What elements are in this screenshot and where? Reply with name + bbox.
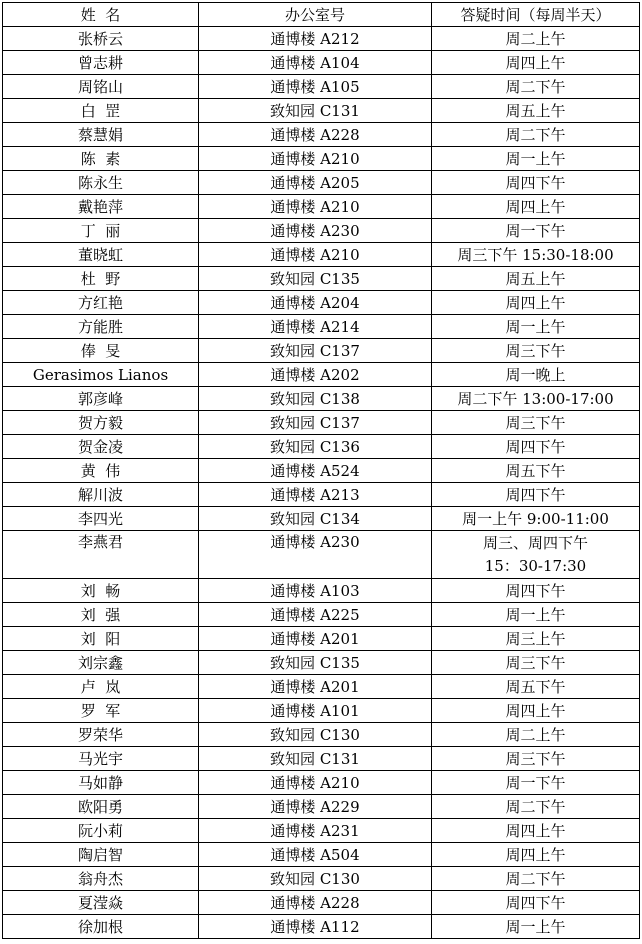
table-row — [3, 291, 640, 315]
office-hours-cell: 周四下午 — [432, 483, 640, 507]
instructor-name-cell: 欧阳勇 — [3, 795, 199, 819]
office-number-cell: 通博楼 A210 — [199, 771, 432, 795]
table-row — [3, 819, 640, 843]
office-number-cell: 通博楼 A213 — [199, 483, 432, 507]
table-row — [3, 507, 640, 531]
instructor-name-cell: 陶启智 — [3, 843, 199, 867]
instructor-name-cell: 俸 旻 — [3, 339, 199, 363]
office-hours-cell: 周五下午 — [432, 459, 640, 483]
instructor-name-cell: 夏滢焱 — [3, 891, 199, 915]
office-hours-cell: 周三、周四下午 15：30-17:30 — [432, 531, 640, 579]
instructor-name-cell: Gerasimos Lianos — [3, 363, 199, 387]
table-row — [3, 891, 640, 915]
instructor-name-cell: 白 罡 — [3, 99, 199, 123]
instructor-name-cell: 陈 素 — [3, 147, 199, 171]
office-number-cell: 致知园 C135 — [199, 267, 432, 291]
office-hours-cell: 周一晚上 — [432, 363, 640, 387]
instructor-name-cell: 陈永生 — [3, 171, 199, 195]
table-row — [3, 627, 640, 651]
table-row — [3, 147, 640, 171]
office-number-cell: 致知园 C135 — [199, 651, 432, 675]
table-row — [3, 171, 640, 195]
office-hours-cell: 周四下午 — [432, 435, 640, 459]
office-hours-cell: 周五下午 — [432, 675, 640, 699]
header-name: 姓 名 — [3, 3, 199, 27]
instructor-name-cell: 李四光 — [3, 507, 199, 531]
office-hours-cell: 周一上午 — [432, 147, 640, 171]
instructor-name-cell: 马光宇 — [3, 747, 199, 771]
table-row — [3, 99, 640, 123]
office-number-cell: 致知园 C138 — [199, 387, 432, 411]
office-number-cell: 通博楼 A205 — [199, 171, 432, 195]
office-number-cell: 通博楼 A201 — [199, 627, 432, 651]
office-hours-cell: 周三下午 — [432, 747, 640, 771]
office-hours-cell: 周四上午 — [432, 819, 640, 843]
instructor-name-cell: 刘宗鑫 — [3, 651, 199, 675]
office-hours-cell: 周四上午 — [432, 843, 640, 867]
office-number-cell: 通博楼 A230 — [199, 219, 432, 243]
office-hours-cell: 周二上午 — [432, 27, 640, 51]
table-row — [3, 459, 640, 483]
office-number-cell: 通博楼 A201 — [199, 675, 432, 699]
office-number-cell: 通博楼 A105 — [199, 75, 432, 99]
instructor-name-cell: 周铭山 — [3, 75, 199, 99]
office-number-cell: 通博楼 A101 — [199, 699, 432, 723]
office-hours-cell: 周四下午 — [432, 891, 640, 915]
table-row — [3, 363, 640, 387]
office-hours-cell: 周一上午 9:00-11:00 — [432, 507, 640, 531]
office-number-cell: 通博楼 A214 — [199, 315, 432, 339]
office-hours-cell: 周四上午 — [432, 699, 640, 723]
office-number-cell: 通博楼 A104 — [199, 51, 432, 75]
instructor-name-cell: 张桥云 — [3, 27, 199, 51]
table-row — [3, 195, 640, 219]
office-hours-cell: 周二下午 — [432, 123, 640, 147]
table-row — [3, 123, 640, 147]
table-row — [3, 747, 640, 771]
office-hours-cell: 周四下午 — [432, 579, 640, 603]
table-row — [3, 243, 640, 267]
office-hours-cell: 周四上午 — [432, 195, 640, 219]
instructor-name-cell: 方能胜 — [3, 315, 199, 339]
office-hours-cell: 周二下午 — [432, 795, 640, 819]
office-hours-cell: 周一下午 — [432, 771, 640, 795]
instructor-name-cell: 蔡慧娟 — [3, 123, 199, 147]
office-number-cell: 致知园 C131 — [199, 99, 432, 123]
office-number-cell: 通博楼 A112 — [199, 915, 432, 939]
office-number-cell: 通博楼 A229 — [199, 795, 432, 819]
office-number-cell: 通博楼 A212 — [199, 27, 432, 51]
table-row — [3, 339, 640, 363]
table-row — [3, 771, 640, 795]
instructor-name-cell: 郭彦峰 — [3, 387, 199, 411]
office-hours-cell: 周四上午 — [432, 51, 640, 75]
instructor-name-cell: 曾志耕 — [3, 51, 199, 75]
office-hours-table — [2, 2, 640, 939]
office-hours-cell: 周三下午 — [432, 411, 640, 435]
instructor-name-cell: 黄 伟 — [3, 459, 199, 483]
office-hours-cell: 周二下午 — [432, 75, 640, 99]
office-number-cell: 通博楼 A231 — [199, 819, 432, 843]
instructor-name-cell: 刘 畅 — [3, 579, 199, 603]
office-hours-cell: 周一上午 — [432, 603, 640, 627]
office-number-cell: 通博楼 A210 — [199, 147, 432, 171]
instructor-name-cell: 李燕君 — [3, 531, 199, 579]
table-row — [3, 867, 640, 891]
office-hours-cell: 周五上午 — [432, 99, 640, 123]
instructor-name-cell: 董晓虹 — [3, 243, 199, 267]
office-number-cell: 通博楼 A228 — [199, 891, 432, 915]
table-row — [3, 219, 640, 243]
office-hours-cell: 周一上午 — [432, 315, 640, 339]
table-row — [3, 579, 640, 603]
header-row — [3, 3, 640, 27]
table-row — [3, 435, 640, 459]
office-number-cell: 通博楼 A504 — [199, 843, 432, 867]
instructor-name-cell: 丁 丽 — [3, 219, 199, 243]
office-hours-cell: 周二下午 13:00-17:00 — [432, 387, 640, 411]
office-number-cell: 致知园 C137 — [199, 339, 432, 363]
table-row — [3, 699, 640, 723]
table-row — [3, 27, 640, 51]
instructor-name-cell: 徐加根 — [3, 915, 199, 939]
office-number-cell: 致知园 C131 — [199, 747, 432, 771]
table-row — [3, 483, 640, 507]
office-hours-cell: 周三下午 — [432, 651, 640, 675]
office-number-cell: 通博楼 A524 — [199, 459, 432, 483]
office-hours-cell: 周四下午 — [432, 171, 640, 195]
instructor-name-cell: 解川波 — [3, 483, 199, 507]
office-number-cell: 通博楼 A210 — [199, 243, 432, 267]
table-row — [3, 915, 640, 939]
instructor-name-cell: 戴艳萍 — [3, 195, 199, 219]
instructor-name-cell: 贺方毅 — [3, 411, 199, 435]
instructor-name-cell: 方红艳 — [3, 291, 199, 315]
office-number-cell: 通博楼 A210 — [199, 195, 432, 219]
office-hours-cell: 周三上午 — [432, 627, 640, 651]
office-number-cell: 致知园 C130 — [199, 867, 432, 891]
table-row — [3, 315, 640, 339]
header-office: 办公室号 — [199, 3, 432, 27]
office-hours-cell: 周三下午 — [432, 339, 640, 363]
table-row — [3, 387, 640, 411]
office-number-cell: 通博楼 A204 — [199, 291, 432, 315]
instructor-name-cell: 翁舟杰 — [3, 867, 199, 891]
office-hours-cell: 周二上午 — [432, 723, 640, 747]
office-hours-cell: 周三下午 15:30-18:00 — [432, 243, 640, 267]
office-number-cell: 通博楼 A225 — [199, 603, 432, 627]
office-number-cell: 通博楼 A228 — [199, 123, 432, 147]
table-row — [3, 267, 640, 291]
office-hours-cell: 周五上午 — [432, 267, 640, 291]
instructor-name-cell: 卢 岚 — [3, 675, 199, 699]
office-hours-cell: 周二下午 — [432, 867, 640, 891]
office-number-cell: 致知园 C130 — [199, 723, 432, 747]
table-row — [3, 531, 640, 579]
office-hours-cell: 周一上午 — [432, 915, 640, 939]
table-row — [3, 75, 640, 99]
office-number-cell: 通博楼 A103 — [199, 579, 432, 603]
header-time: 答疑时间（每周半天） — [432, 3, 640, 27]
table-row — [3, 795, 640, 819]
office-number-cell: 致知园 C136 — [199, 435, 432, 459]
table-row — [3, 675, 640, 699]
table-row — [3, 603, 640, 627]
table-row — [3, 843, 640, 867]
office-number-cell: 致知园 C137 — [199, 411, 432, 435]
instructor-name-cell: 马如静 — [3, 771, 199, 795]
instructor-name-cell: 刘 强 — [3, 603, 199, 627]
table-row — [3, 411, 640, 435]
table-row — [3, 51, 640, 75]
office-number-cell: 致知园 C134 — [199, 507, 432, 531]
table-row — [3, 651, 640, 675]
instructor-name-cell: 杜 野 — [3, 267, 199, 291]
office-number-cell: 通博楼 A202 — [199, 363, 432, 387]
instructor-name-cell: 刘 阳 — [3, 627, 199, 651]
office-hours-cell: 周一下午 — [432, 219, 640, 243]
office-number-cell: 通博楼 A230 — [199, 531, 432, 579]
table-row — [3, 723, 640, 747]
office-hours-cell: 周四上午 — [432, 291, 640, 315]
instructor-name-cell: 贺金凌 — [3, 435, 199, 459]
instructor-name-cell: 罗 军 — [3, 699, 199, 723]
instructor-name-cell: 罗荣华 — [3, 723, 199, 747]
instructor-name-cell: 阮小莉 — [3, 819, 199, 843]
